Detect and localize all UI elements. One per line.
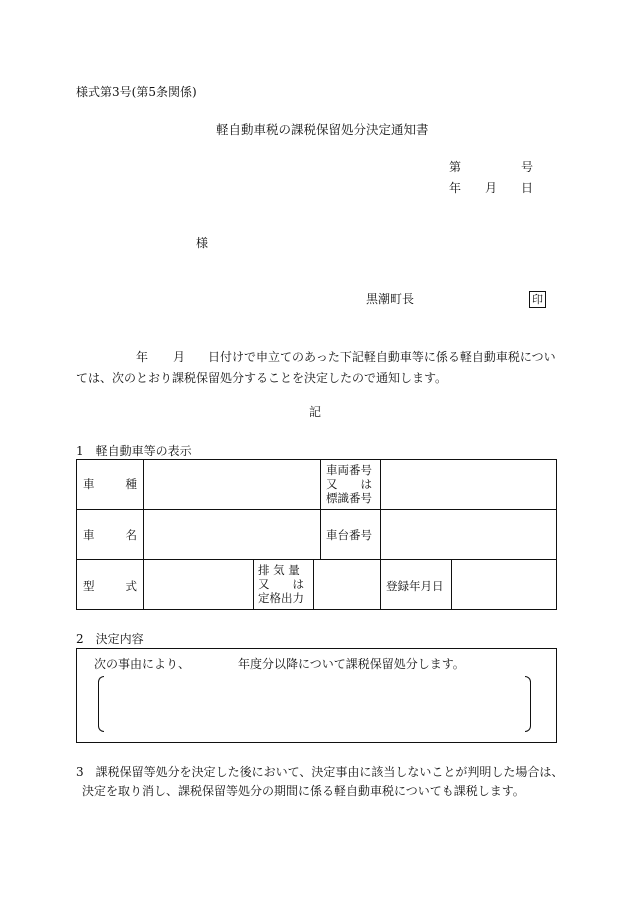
table-col-divider	[253, 559, 254, 610]
sender-name: 黒潮町長	[366, 292, 415, 306]
value-vehicle-type	[145, 461, 318, 507]
form-number: 様式第3号(第5条関係)	[76, 85, 197, 99]
value-vehicle-number	[382, 461, 555, 507]
label-vehicle-number: 車両番号 又 は 標識番号	[326, 463, 372, 505]
left-bracket	[98, 676, 104, 732]
body-line1: 日付けで申立てのあった下記軽自動車等に係る軽自動車税につい	[208, 350, 556, 364]
date-day: 日	[521, 181, 534, 195]
label-vehicle-type: 車 種	[83, 477, 137, 491]
label-vehicle-name: 車 名	[83, 528, 137, 542]
label-displacement: 排 気 量 又 は 定格出力	[258, 563, 304, 605]
table-row-divider	[76, 559, 557, 560]
section3-line1: 3 課税保留等処分を決定した後において、決定事由に該当しないことが判明した場合は、	[76, 765, 564, 779]
table-col-divider	[143, 459, 144, 610]
value-model	[145, 561, 251, 608]
body-year: 年	[136, 350, 149, 364]
label-chassis-number: 車台番号	[326, 528, 372, 542]
body-month: 月	[173, 350, 186, 364]
decision-text-after: 年度分以降について課税保留処分します。	[238, 657, 465, 671]
seal-mark: 印	[529, 291, 546, 308]
table-col-divider	[313, 559, 314, 610]
table-col-divider	[380, 459, 381, 559]
number-dai: 第	[449, 160, 462, 174]
document-title: 軽自動車税の課税保留処分決定通知書	[216, 122, 429, 137]
value-registration-date	[453, 561, 555, 608]
table-row-divider	[76, 509, 557, 510]
date-year: 年	[449, 181, 462, 195]
section2-heading: 2 決定内容	[76, 632, 144, 646]
addressee-honorific: 様	[196, 236, 209, 250]
section3-line2: 決定を取り消し、課税保留等処分の期間に係る軽自動車税についても課税します。	[82, 784, 525, 798]
decision-text-before: 次の事由により、	[94, 657, 191, 671]
table-col-divider	[451, 559, 452, 610]
body-line2: ては、次のとおり課税保留処分することを決定したので通知します。	[76, 371, 448, 385]
value-displacement	[315, 561, 378, 608]
section1-heading: 1 軽自動車等の表示	[76, 444, 192, 458]
table-col-divider	[320, 459, 321, 559]
label-registration-date: 登録年月日	[386, 579, 444, 593]
date-month: 月	[485, 181, 498, 195]
ki-heading: 記	[309, 405, 322, 419]
right-bracket	[525, 676, 531, 732]
label-model: 型 式	[83, 579, 137, 593]
value-chassis-number	[382, 511, 555, 557]
table-col-divider	[380, 559, 381, 610]
number-go: 号	[521, 160, 534, 174]
value-vehicle-name	[145, 511, 318, 557]
